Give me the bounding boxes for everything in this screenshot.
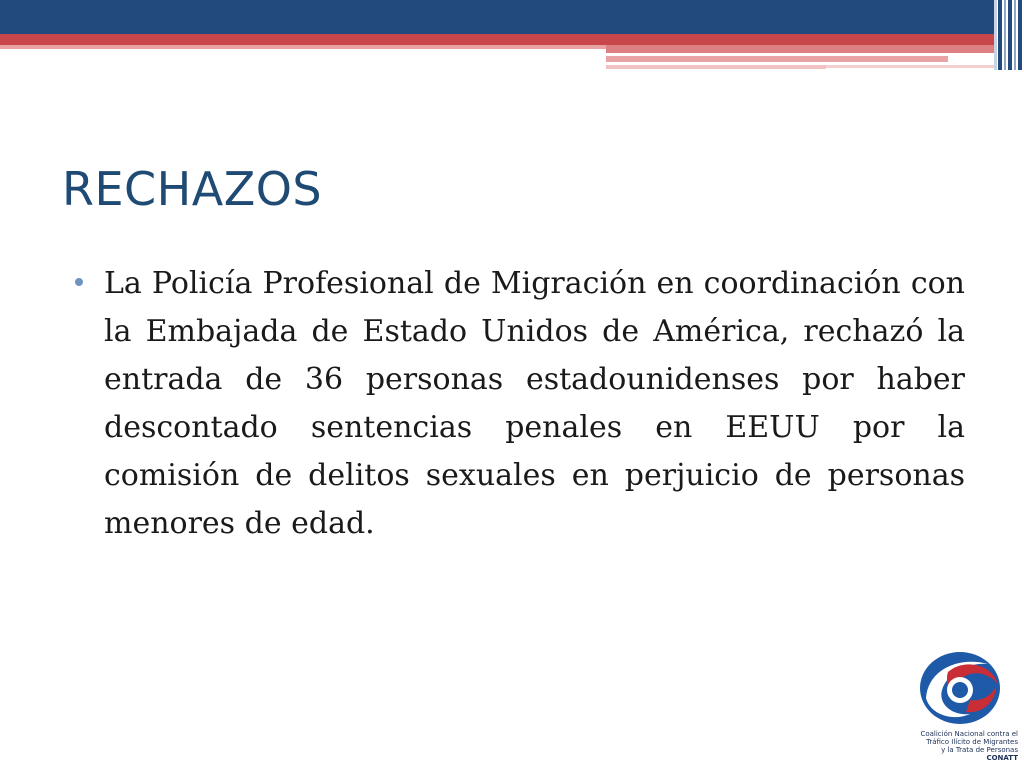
header-stripe	[1008, 0, 1012, 70]
conatt-logo	[898, 650, 1018, 762]
bullet-item	[75, 260, 965, 548]
header-stripe	[998, 0, 1002, 70]
bullet-list	[75, 260, 965, 548]
logo-acronym: CONATT	[986, 754, 1018, 762]
bullet-dot-icon	[75, 278, 83, 286]
header-pink-bar	[0, 45, 606, 49]
header-decoration	[0, 0, 1024, 72]
conatt-emblem-icon	[918, 650, 1002, 730]
bullet-text: La Policía Profesional de Migración en coordinación con la Embajada de Estado Unidos de América, rechazó la entrada de 36 personas estadounidenses por haber descontado sentencias penales en EEUU por la comisión de delitos sexuales en perjuicio de personas menores de edad.	[104, 266, 965, 541]
logo-caption-line: y la Trata de Personas	[941, 746, 1018, 754]
header-stripe	[994, 0, 997, 70]
header-accent-bar	[606, 65, 826, 69]
slide-title: RECHAZOS	[62, 162, 323, 216]
header-accent-bar	[826, 65, 994, 68]
header-stripe	[1018, 0, 1022, 70]
header-red-bar	[0, 34, 994, 45]
logo-caption-line: Coalición Nacional contra el	[920, 730, 1018, 738]
logo-caption-line: Tráfico Ilícito de Migrantes	[926, 738, 1018, 746]
header-stripe	[1014, 0, 1016, 70]
header-stripe	[1004, 0, 1006, 70]
header-accent-bar	[606, 45, 994, 53]
header-navy-bar	[0, 0, 994, 34]
header-accent-bar	[606, 56, 948, 62]
logo-caption	[898, 730, 1018, 762]
